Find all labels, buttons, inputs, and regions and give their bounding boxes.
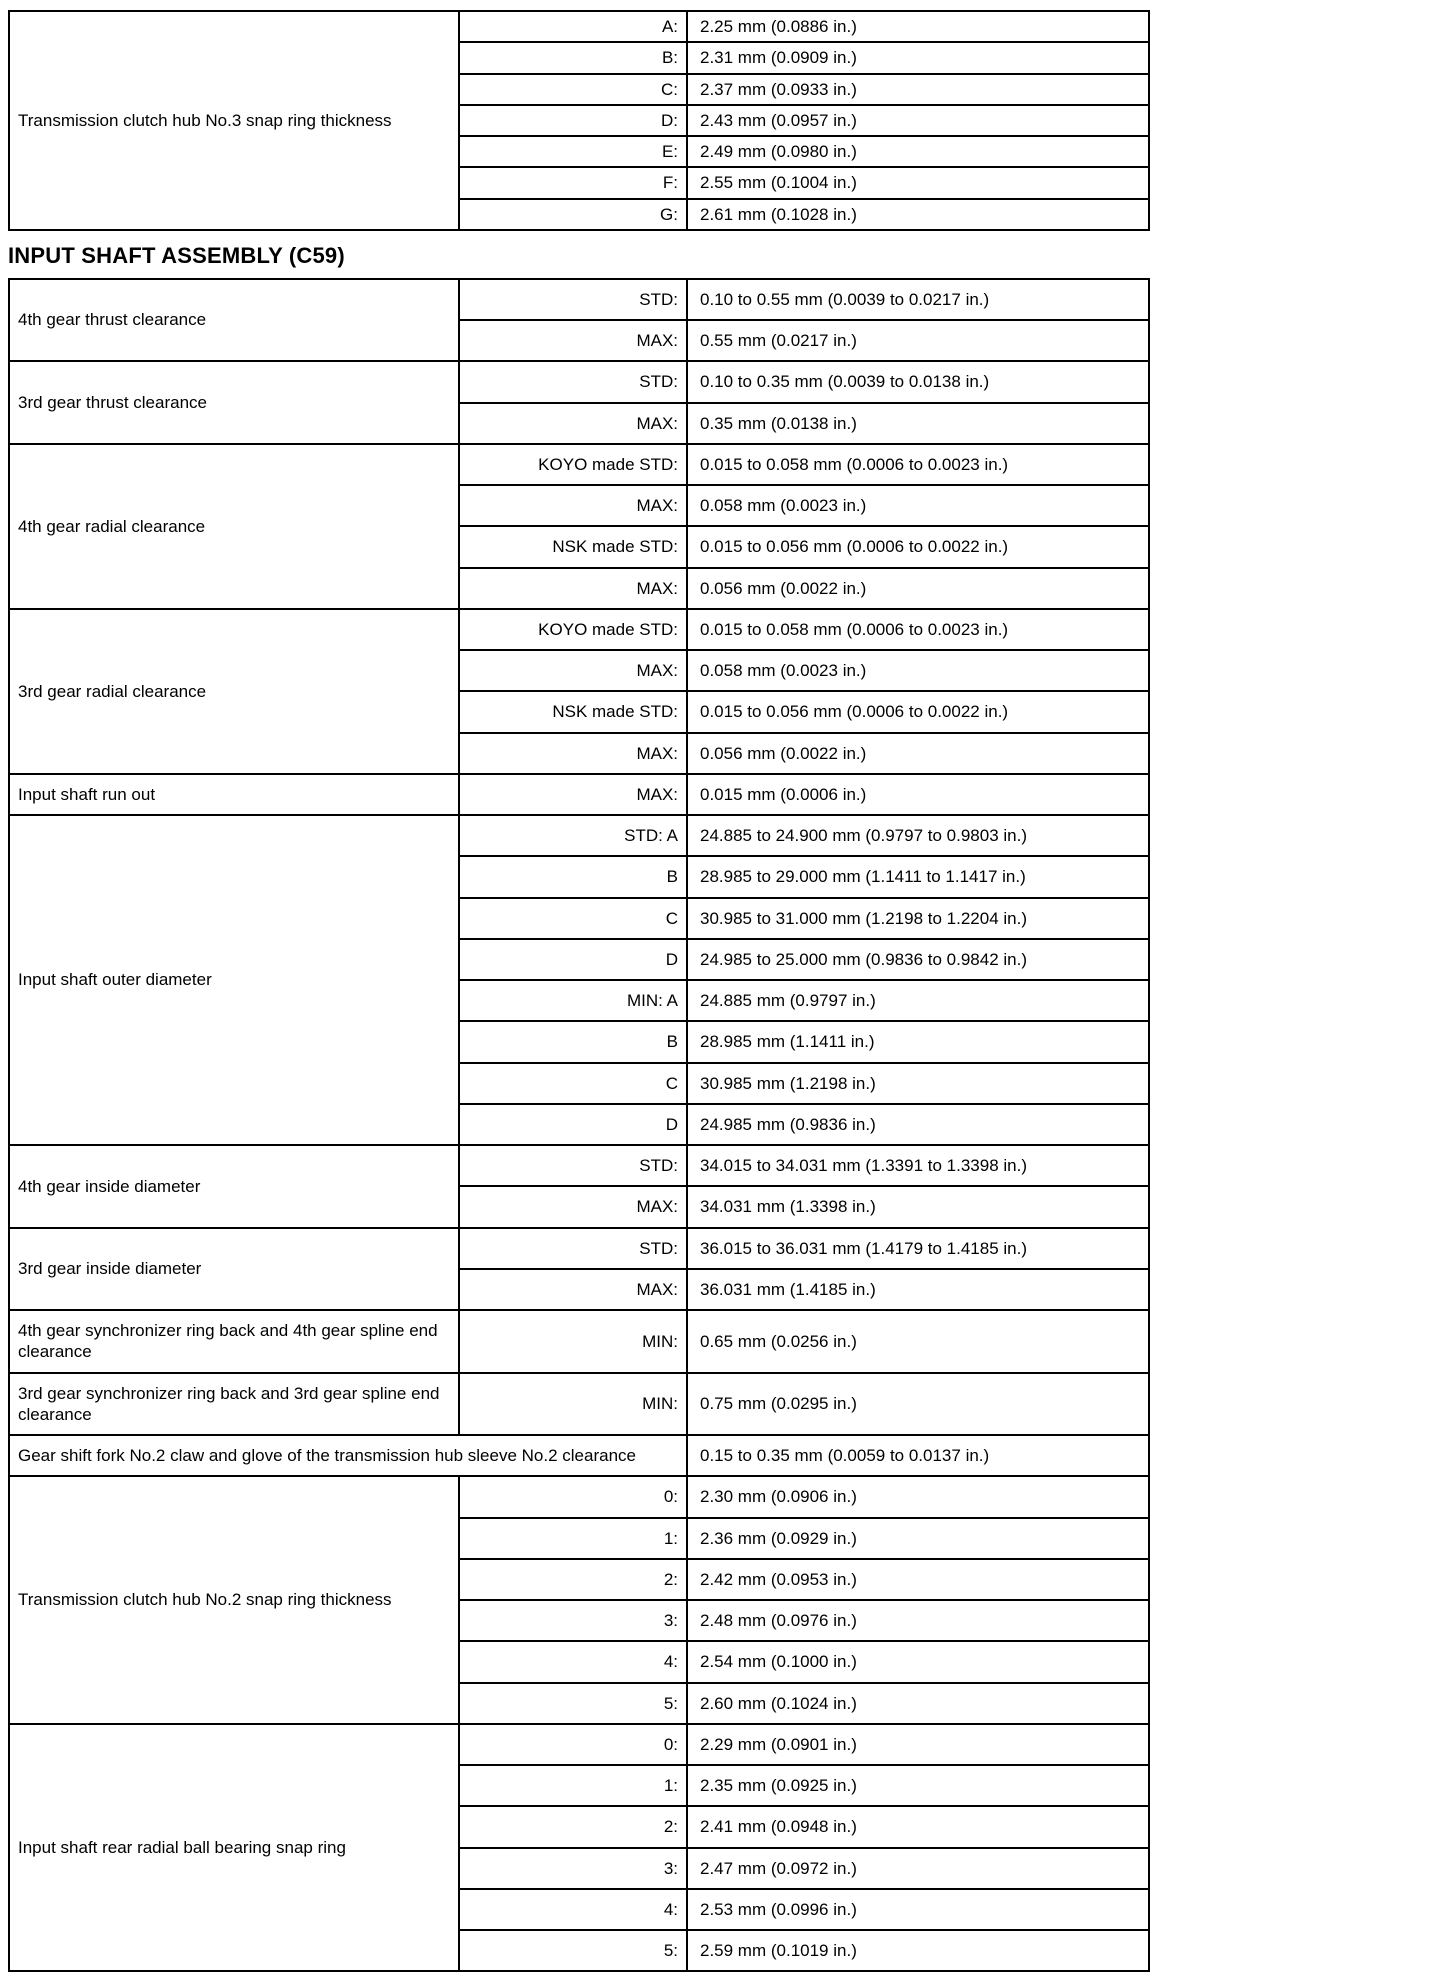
spec-key-cell: MIN: bbox=[459, 1310, 687, 1373]
spec-key-cell: D: bbox=[459, 105, 687, 136]
spec-value-cell: 28.985 mm (1.1411 in.) bbox=[687, 1021, 1149, 1062]
spec-value-cell: 34.015 to 34.031 mm (1.3391 to 1.3398 in.) bbox=[687, 1145, 1149, 1186]
table-row bbox=[9, 1373, 1149, 1436]
spec-value-cell: 0.75 mm (0.0295 in.) bbox=[687, 1373, 1149, 1436]
section-heading: INPUT SHAFT ASSEMBLY (C59) bbox=[8, 242, 345, 268]
spec-value-cell: 2.42 mm (0.0953 in.) bbox=[687, 1559, 1149, 1600]
table-row bbox=[9, 1145, 1149, 1186]
spec-key-cell: KOYO made STD: bbox=[459, 609, 687, 650]
spec-label-cell: Input shaft run out bbox=[9, 774, 459, 815]
spec-key-cell: NSK made STD: bbox=[459, 691, 687, 732]
spec-value-cell: 2.41 mm (0.0948 in.) bbox=[687, 1806, 1149, 1847]
spec-label-cell: 4th gear synchronizer ring back and 4th gear spline end clearance bbox=[9, 1310, 459, 1373]
spec-value-cell: 2.61 mm (0.1028 in.) bbox=[687, 199, 1149, 230]
table-row bbox=[9, 361, 1149, 402]
spec-value-cell: 36.015 to 36.031 mm (1.4179 to 1.4185 in.) bbox=[687, 1228, 1149, 1269]
spec-key-cell: 3: bbox=[459, 1600, 687, 1641]
spec-value-cell: 2.29 mm (0.0901 in.) bbox=[687, 1724, 1149, 1765]
spec-key-cell: 2: bbox=[459, 1806, 687, 1847]
spec-label-cell: 4th gear inside diameter bbox=[9, 1145, 459, 1228]
spec-key-cell: A: bbox=[459, 11, 687, 42]
input-shaft-assembly-table bbox=[8, 278, 1150, 1973]
spec-value-cell: 2.25 mm (0.0886 in.) bbox=[687, 11, 1149, 42]
spec-value-cell: 0.015 to 0.058 mm (0.0006 to 0.0023 in.) bbox=[687, 609, 1149, 650]
spec-value-cell: 2.31 mm (0.0909 in.) bbox=[687, 42, 1149, 73]
spec-value-cell: 0.55 mm (0.0217 in.) bbox=[687, 320, 1149, 361]
table-row bbox=[9, 444, 1149, 485]
table-row bbox=[9, 1724, 1149, 1765]
spec-value-cell: 24.985 mm (0.9836 in.) bbox=[687, 1104, 1149, 1145]
spec-value-cell: 0.15 to 0.35 mm (0.0059 to 0.0137 in.) bbox=[687, 1435, 1149, 1476]
spec-value-cell: 36.031 mm (1.4185 in.) bbox=[687, 1269, 1149, 1310]
spec-key-cell: STD: bbox=[459, 1145, 687, 1186]
table-row bbox=[9, 815, 1149, 856]
spec-key-cell: MAX: bbox=[459, 1186, 687, 1227]
table-row bbox=[9, 774, 1149, 815]
spec-key-cell: 5: bbox=[459, 1683, 687, 1724]
spec-value-cell: 28.985 to 29.000 mm (1.1411 to 1.1417 in.) bbox=[687, 856, 1149, 897]
spec-value-cell: 2.30 mm (0.0906 in.) bbox=[687, 1476, 1149, 1517]
spec-key-cell: STD: A bbox=[459, 815, 687, 856]
spec-key-cell: MAX: bbox=[459, 774, 687, 815]
spec-label-cell: Input shaft rear radial ball bearing snap ring bbox=[9, 1724, 459, 1972]
spec-key-cell: MAX: bbox=[459, 320, 687, 361]
spec-key-cell: MAX: bbox=[459, 1269, 687, 1310]
spec-value-cell: 0.015 mm (0.0006 in.) bbox=[687, 774, 1149, 815]
spec-value-cell: 24.885 to 24.900 mm (0.9797 to 0.9803 in.) bbox=[687, 815, 1149, 856]
spec-key-cell: B bbox=[459, 856, 687, 897]
spec-value-cell: 2.55 mm (0.1004 in.) bbox=[687, 167, 1149, 198]
spec-key-cell: STD: bbox=[459, 279, 687, 320]
spec-key-cell: C bbox=[459, 1063, 687, 1104]
spec-key-cell: B: bbox=[459, 42, 687, 73]
spec-key-cell: MAX: bbox=[459, 733, 687, 774]
spec-value-cell: 34.031 mm (1.3398 in.) bbox=[687, 1186, 1149, 1227]
spec-value-cell: 2.48 mm (0.0976 in.) bbox=[687, 1600, 1149, 1641]
snap-ring-no3-thickness-table bbox=[8, 10, 1150, 231]
spec-value-cell: 24.985 to 25.000 mm (0.9836 to 0.9842 in.) bbox=[687, 939, 1149, 980]
spec-label-cell: 3rd gear thrust clearance bbox=[9, 361, 459, 444]
spec-key-cell: D bbox=[459, 939, 687, 980]
spec-value-cell: 0.058 mm (0.0023 in.) bbox=[687, 485, 1149, 526]
spec-value-cell: 2.47 mm (0.0972 in.) bbox=[687, 1848, 1149, 1889]
spec-value-cell: 0.015 to 0.058 mm (0.0006 to 0.0023 in.) bbox=[687, 444, 1149, 485]
table-row bbox=[9, 1476, 1149, 1517]
spec-key-cell: 1: bbox=[459, 1765, 687, 1806]
table-row bbox=[9, 1435, 1149, 1476]
spec-value-cell: 2.54 mm (0.1000 in.) bbox=[687, 1641, 1149, 1682]
spec-value-cell: 0.10 to 0.55 mm (0.0039 to 0.0217 in.) bbox=[687, 279, 1149, 320]
spec-key-cell: MAX: bbox=[459, 403, 687, 444]
spec-value-cell: 2.35 mm (0.0925 in.) bbox=[687, 1765, 1149, 1806]
spec-key-cell: KOYO made STD: bbox=[459, 444, 687, 485]
table-row bbox=[9, 1228, 1149, 1269]
spec-label-cell: Transmission clutch hub No.2 snap ring thickness bbox=[9, 1476, 459, 1724]
spec-key-cell: G: bbox=[459, 199, 687, 230]
spec-value-cell: 2.49 mm (0.0980 in.) bbox=[687, 136, 1149, 167]
spec-key-cell: STD: bbox=[459, 361, 687, 402]
table-row bbox=[9, 1310, 1149, 1373]
spec-value-cell: 0.35 mm (0.0138 in.) bbox=[687, 403, 1149, 444]
spec-value-cell: 0.056 mm (0.0022 in.) bbox=[687, 733, 1149, 774]
spec-key-cell: 2: bbox=[459, 1559, 687, 1600]
spec-value-cell: 2.53 mm (0.0996 in.) bbox=[687, 1889, 1149, 1930]
spec-value-cell: 0.056 mm (0.0022 in.) bbox=[687, 568, 1149, 609]
spec-key-cell: C bbox=[459, 898, 687, 939]
spec-label-cell: Transmission clutch hub No.3 snap ring thickness bbox=[9, 11, 459, 230]
spec-key-cell: C: bbox=[459, 74, 687, 105]
spec-label-cell: 3rd gear radial clearance bbox=[9, 609, 459, 774]
table-row bbox=[9, 279, 1149, 320]
spec-value-cell: 24.885 mm (0.9797 in.) bbox=[687, 980, 1149, 1021]
spec-key-cell: MAX: bbox=[459, 568, 687, 609]
spec-key-cell: STD: bbox=[459, 1228, 687, 1269]
spec-label-cell: Gear shift fork No.2 claw and glove of the transmission hub sleeve No.2 clearance bbox=[9, 1435, 687, 1476]
spec-value-cell: 0.10 to 0.35 mm (0.0039 to 0.0138 in.) bbox=[687, 361, 1149, 402]
spec-key-cell: MIN: bbox=[459, 1373, 687, 1436]
spec-value-cell: 2.36 mm (0.0929 in.) bbox=[687, 1518, 1149, 1559]
spec-key-cell: 0: bbox=[459, 1724, 687, 1765]
spec-key-cell: 5: bbox=[459, 1930, 687, 1971]
spec-label-cell: 3rd gear inside diameter bbox=[9, 1228, 459, 1311]
spec-key-cell: MAX: bbox=[459, 485, 687, 526]
spec-key-cell: F: bbox=[459, 167, 687, 198]
spec-value-cell: 2.60 mm (0.1024 in.) bbox=[687, 1683, 1149, 1724]
spec-value-cell: 0.015 to 0.056 mm (0.0006 to 0.0022 in.) bbox=[687, 691, 1149, 732]
spec-value-cell: 2.59 mm (0.1019 in.) bbox=[687, 1930, 1149, 1971]
spec-key-cell: 3: bbox=[459, 1848, 687, 1889]
spec-value-cell: 2.43 mm (0.0957 in.) bbox=[687, 105, 1149, 136]
spec-key-cell: D bbox=[459, 1104, 687, 1145]
spec-value-cell: 30.985 mm (1.2198 in.) bbox=[687, 1063, 1149, 1104]
spec-key-cell: MAX: bbox=[459, 650, 687, 691]
table-row bbox=[9, 11, 1149, 42]
spec-label-cell: 4th gear thrust clearance bbox=[9, 279, 459, 362]
spec-key-cell: 0: bbox=[459, 1476, 687, 1517]
spec-label-cell: 4th gear radial clearance bbox=[9, 444, 459, 609]
spec-key-cell: B bbox=[459, 1021, 687, 1062]
table-row bbox=[9, 609, 1149, 650]
spec-label-cell: 3rd gear synchronizer ring back and 3rd gear spline end clearance bbox=[9, 1373, 459, 1436]
spec-value-cell: 0.058 mm (0.0023 in.) bbox=[687, 650, 1149, 691]
spec-key-cell: 4: bbox=[459, 1641, 687, 1682]
spec-key-cell: E: bbox=[459, 136, 687, 167]
spec-value-cell: 2.37 mm (0.0933 in.) bbox=[687, 74, 1149, 105]
spec-key-cell: 4: bbox=[459, 1889, 687, 1930]
spec-key-cell: MIN: A bbox=[459, 980, 687, 1021]
spec-label-cell: Input shaft outer diameter bbox=[9, 815, 459, 1145]
spec-value-cell: 0.015 to 0.056 mm (0.0006 to 0.0022 in.) bbox=[687, 526, 1149, 567]
spec-value-cell: 30.985 to 31.000 mm (1.2198 to 1.2204 in.) bbox=[687, 898, 1149, 939]
spec-key-cell: 1: bbox=[459, 1518, 687, 1559]
spec-key-cell: NSK made STD: bbox=[459, 526, 687, 567]
spec-value-cell: 0.65 mm (0.0256 in.) bbox=[687, 1310, 1149, 1373]
